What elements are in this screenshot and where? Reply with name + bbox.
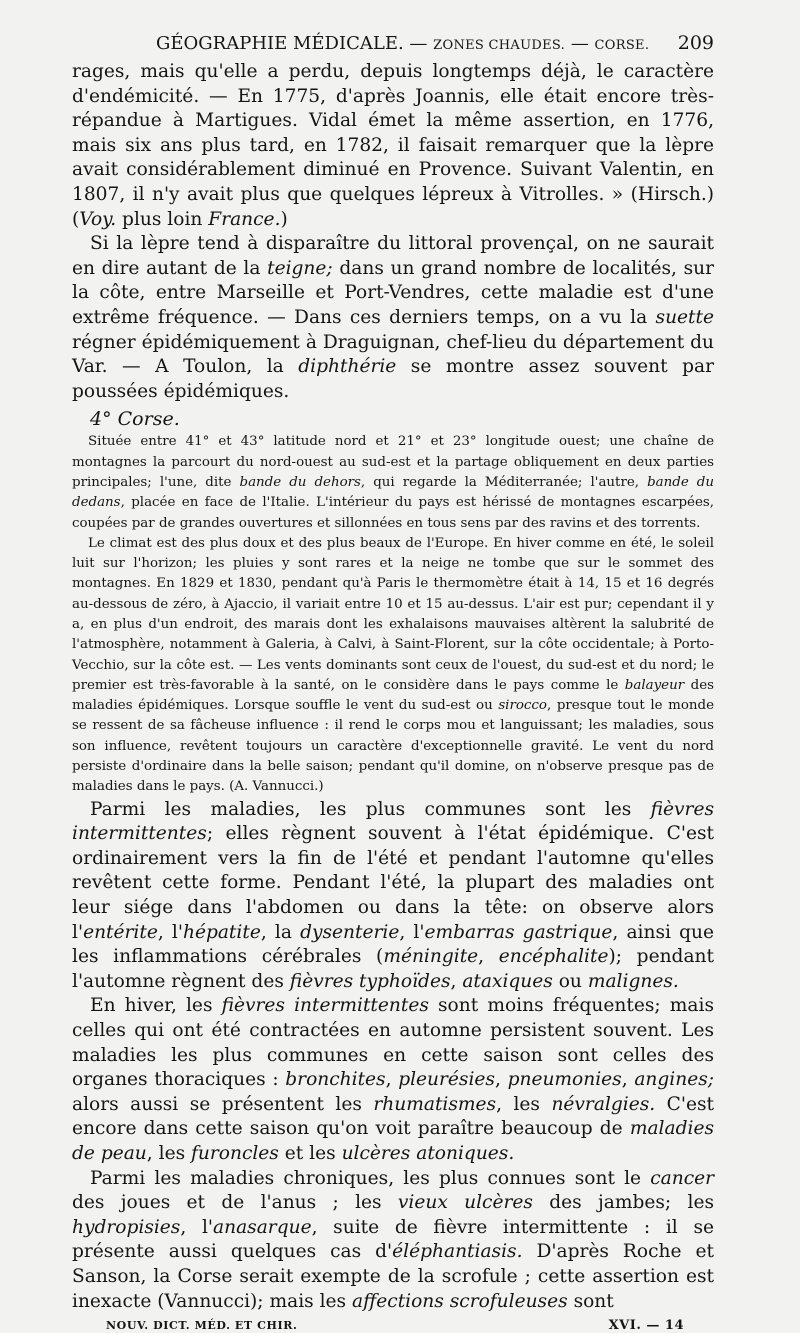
text-run: ,	[385, 1069, 399, 1091]
paragraph	[72, 1167, 714, 1315]
text-run: des jambes; les	[532, 1192, 714, 1214]
italic-term: névralgies.	[551, 1093, 656, 1115]
header-middle: ZONES CHAUDES.	[433, 38, 566, 53]
header-right: CORSE.	[594, 38, 650, 53]
footer-left: NOUV. DICT. MÉD. ET CHIR.	[106, 1319, 298, 1333]
italic-term: fièvres intermittentes	[72, 798, 714, 845]
italic-term: angines;	[634, 1069, 715, 1091]
text-run: , ainsi que les inflammations cérébrales (	[72, 921, 715, 968]
text-run: Parmi les maladies chroniques, les plus connues sont le	[90, 1167, 651, 1189]
paragraph	[72, 60, 714, 232]
text-run: plus loin	[116, 208, 209, 230]
italic-term: anasarque	[213, 1216, 312, 1238]
text-run: , la	[260, 921, 301, 943]
italic-term: ataxiques	[462, 970, 553, 992]
text-run: Située entre 41° et 43° latitude nord et 21° et 23° longitude ouest; une chaîne de montagnes la parcourt du nord-ouest au sud-est et la partage obliquement en deux parties principales; l'une, dite	[72, 434, 714, 490]
italic-term: éléphantiasis.	[392, 1241, 523, 1263]
header-dash: —	[409, 33, 428, 54]
italic-term: vieux ulcères	[397, 1192, 533, 1214]
text-run: C'est encore dans cette saison qu'on voit paraître beaucoup de	[72, 1093, 714, 1140]
text-run: D'après Roche et Sanson, la Corse serait exempte de la scrofule ; cette assertion est inexacte (Vannucci); mais les	[72, 1241, 714, 1312]
italic-term: furoncles	[191, 1142, 279, 1164]
text-run: ,	[494, 1069, 508, 1091]
italic-term: dysenterie	[300, 921, 400, 943]
text-run: Le climat est des plus doux et des plus beaux de l'Europe. En hiver comme en été, le soleil luit sur l'horizon; les pluies y sont rares et la neige ne tombe que sur le sommet des montagnes. En 1829 et 1830, pendant qu'à Paris le thermomètre était à 14, 15 et 16 degrés au-dessous de zéro, à Ajaccio, il variait entre 10 et 15 au-dessus. L'air est pur; cependant il y a, en plus d'un endroit, des marais dont les exhalaisons mauvaises altèrent la salubrité de l'atmosphère, notamment à Galeria, à Calvi, à Saint-Florent, sur la côte occidentale; à Porto-Vecchio, sur la côte est. — Les vents dominants sont ceux de l'ouest, du sud-est et du nord; le premier est très-favorable à la santé, on le considère dans le pays comme le	[72, 535, 714, 693]
text-run: , l'	[157, 921, 183, 943]
paragraph	[72, 232, 714, 404]
italic-term: France.	[208, 208, 281, 230]
text-run: rages, mais qu'elle a perdu, depuis longtemps déjà, le caractère d'endémicité. — En 1775, d'après Joannis, elle était encore très-répandue à Martigues. Vidal émet la même assertion, en 1776, mais six ans plus tard, en 1782, il faisait remarquer que la lèpre avait considérablement diminué en Provence. Suivant Valentin, en 1807, il n'y avait plus que quelques lépreux à Vitrolles. » (Hirsch.) (	[72, 61, 714, 230]
italic-term: affections scrofuleuses	[352, 1290, 568, 1312]
text-run: , placée en face de l'Italie. L'intérieur du pays est hérissé de montagnes escarpées, coupées par de grandes ouvertures et sillonnées en tous sens par des ravins et des torrents.	[72, 495, 714, 531]
text-run: , l'	[399, 921, 425, 943]
text-run: sont moins fréquentes; mais celles qui ont été contractées en automne persistent souvent. Les maladies les plus communes en cette saison sont celles des organes thoraciques :	[72, 995, 714, 1091]
text-run: ,	[478, 946, 499, 968]
text-run: des maladies épidémiques. Lorsque souffle le vent du sud-est ou	[72, 677, 715, 714]
italic-term: Corse.	[117, 408, 180, 431]
italic-term: diphthérie	[298, 356, 397, 378]
italic-term: pneumonies	[507, 1069, 622, 1091]
italic-term: suette	[655, 306, 714, 328]
italic-term: encéphalite	[498, 946, 609, 968]
header-title	[156, 27, 649, 63]
text-run: alors aussi se présentent les	[72, 1093, 374, 1115]
italic-term: hépatite	[182, 921, 261, 943]
text-run: , les	[146, 1142, 192, 1164]
body-text	[72, 60, 714, 1314]
italic-term: hydropisies	[72, 1216, 181, 1238]
italic-term: maladies de peau	[72, 1118, 714, 1164]
text-run: 4°	[90, 408, 118, 431]
text-run: et les	[278, 1142, 342, 1164]
text-run: , les	[496, 1093, 552, 1115]
section-heading	[90, 406, 714, 432]
text-run: , l'	[180, 1216, 214, 1238]
text-run: dans un grand nombre de localités, sur la côte, entre Marseille et Port-Vendres, cette maladie est d'une extrême fréquence. — Dans ces derniers temps, on a vu la	[72, 257, 714, 328]
italic-term: méningite	[383, 946, 479, 968]
paragraph	[72, 994, 714, 1166]
italic-term: embarras gastrique	[424, 921, 613, 943]
italic-term: fièvres typhoïdes	[289, 970, 451, 992]
italic-term: Voy.	[79, 208, 117, 230]
italic-term: sirocco	[498, 698, 547, 714]
italic-term: bronchites	[285, 1069, 386, 1091]
text-run: régner épidémiquement à Draguignan, chef-lieu du département du Var. — A Toulon, la	[72, 331, 714, 378]
text-run: Parmi les maladies, les plus communes sont les	[90, 798, 651, 820]
footer-signature: XVI. — 14	[608, 1318, 684, 1333]
paragraph	[72, 534, 714, 798]
text-run: ); pendant l'automne règnent des	[72, 946, 714, 992]
text-run: , suite de fièvre intermittente : il se présente aussi quelques cas d'	[72, 1216, 714, 1263]
italic-term: cancer	[650, 1167, 714, 1189]
header-left: GÉOGRAPHIE MÉDICALE.	[156, 33, 404, 54]
text-run: )	[280, 208, 288, 230]
page-number: 209	[677, 32, 714, 54]
text-run: se montre assez souvent par poussées épidémiques.	[72, 356, 715, 402]
text-run: ,	[450, 970, 463, 992]
paragraph	[72, 798, 714, 995]
text-run: des joues et de l'anus ; les	[72, 1192, 398, 1214]
italic-term: bande du dedans	[72, 474, 714, 511]
page-footer	[72, 1318, 714, 1333]
italic-term: pleurésies	[398, 1069, 495, 1091]
italic-term: teigne;	[267, 257, 333, 279]
running-header	[72, 26, 714, 60]
text-run: Si la lèpre tend à disparaître du littoral provençal, on ne saurait en dire autant de la	[72, 233, 714, 279]
italic-term: malignes.	[587, 970, 679, 992]
text-run: , presque tout le monde se ressent de sa fâcheuse influence : il rend le corps mou et languissant; les maladies, sous son influence, revêtent toujours un caractère d'exceptionnelle gravité. Le vent du nord persiste d'ordinaire dans la belle saison; pendant qu'il domine, on n'observe presque pas de maladies dans le pays. (A. Vannucci.)	[72, 698, 715, 795]
italic-term: entérite	[83, 921, 158, 943]
text-run: ,	[621, 1069, 635, 1091]
italic-term: balayeur	[624, 677, 685, 693]
italic-term: rhumatismes	[373, 1093, 497, 1115]
header-dash: —	[570, 33, 589, 54]
text-run: , qui regarde la Méditerranée; l'autre,	[360, 474, 648, 490]
text-run: ou	[552, 970, 588, 992]
italic-term: ulcères atoniques.	[341, 1142, 515, 1164]
paragraph	[72, 432, 714, 533]
text-run: ; elles règnent souvent à l'état épidémique. C'est ordinairement vers la fin de l'été et pendant l'automne qu'elles revêtent cette forme. Pendant l'été, la plupart des maladies ont leur siége dans l'abdomen ou dans la tête: on observe alors l'	[72, 823, 714, 943]
italic-term: bande du dehors	[239, 474, 361, 490]
italic-term: fièvres intermittentes	[221, 995, 429, 1017]
text-run: sont	[567, 1290, 614, 1312]
text-run: En hiver, les	[90, 995, 222, 1017]
